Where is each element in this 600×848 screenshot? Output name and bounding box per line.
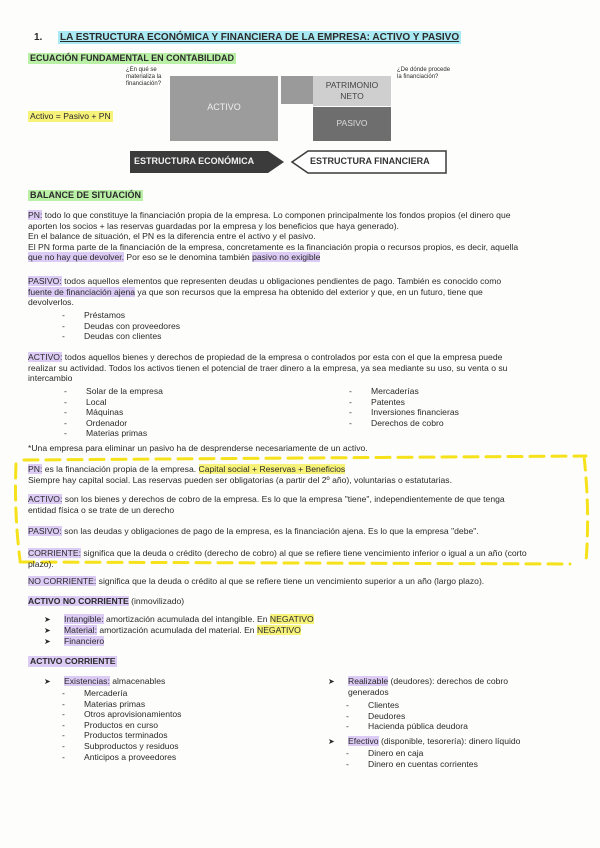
ac-efectivo	[328, 736, 521, 747]
list-item: - Préstamos	[84, 310, 180, 321]
question-right: ¿De dónde procede la financiación?	[397, 67, 451, 80]
anc-heading-line	[28, 596, 184, 607]
corriente-line1: significa que la deuda o crédito (derecho de cobro) al que se refiere tiene vencimiento inferior o igual a un año (corto	[81, 548, 527, 558]
pasivo-box-label: PASIVO	[336, 118, 368, 128]
list-item: - Anticipos a proveedores	[84, 752, 181, 763]
summary-pn-label: PN:	[28, 464, 43, 474]
pasivo-paragraph	[28, 276, 501, 308]
pasivo-box	[313, 107, 391, 141]
summary-activo-label: ACTIVO:	[28, 494, 63, 504]
summary-pn-formula: Capital social + Reservas + Beneficios	[198, 464, 346, 474]
realizable-label: Realizable	[348, 676, 389, 686]
anc-item-financiero: ➤ Financiero	[44, 636, 105, 646]
summary-pasivo-label: PASIVO:	[28, 526, 62, 536]
ac-heading: ACTIVO CORRIENTE	[30, 656, 116, 666]
list-item: - Dinero en cuentas corrientes	[368, 759, 478, 770]
pasivo-label: PASIVO:	[28, 276, 62, 286]
list-item: - Productos terminados	[84, 730, 181, 741]
activo-label: ACTIVO:	[28, 352, 63, 362]
summary-pasivo	[28, 526, 479, 537]
list-item: - Clientes	[368, 700, 468, 711]
summary-pn	[28, 464, 452, 485]
list-item: - Subproductos y residuos	[84, 741, 181, 752]
activo-box	[170, 76, 278, 141]
nocorriente-label: NO CORRIENTE:	[28, 576, 97, 586]
list-item: - Local	[86, 397, 163, 408]
efectivo-label: Efectivo	[348, 736, 379, 746]
efectivo-list	[368, 748, 478, 769]
pn-line1: todo lo que constituye la financiación propia de la empresa. Lo componen principalmente los fondos propios (el dinero que	[42, 210, 511, 220]
pn-line5a: que no hay que devolver.	[28, 252, 125, 263]
efectivo-text: (disponible, tesorería): dinero líquido	[378, 736, 521, 746]
anc-item-material: ➤ Material: amortización acumulada del material. En NEGATIVO	[44, 625, 301, 635]
arrow-bullet-icon: ➤	[328, 737, 335, 746]
question-left: ¿En qué se materializa la financiación?	[126, 67, 162, 87]
pn-line3: En el balance de situación, el PN es la diferencia entre el activo y el pasivo.	[28, 231, 316, 242]
anc-item-intangible: ➤ Intangible: amortización acumulada del intangible. En NEGATIVO	[44, 614, 314, 624]
existencias-label: Existencias:	[64, 676, 110, 686]
list-item: - Ordenador	[86, 418, 163, 429]
list-item: - Materias primas	[84, 699, 181, 710]
activo-line1: todos aquellos bienes y derechos de propiedad de la empresa o controlados por esta con el que la empresa puede	[62, 352, 503, 362]
list-item: - Deudas con proveedores	[84, 321, 180, 332]
arrow-bullet-icon: ➤	[44, 637, 51, 646]
pn-line5c: pasivo no exigible	[252, 252, 321, 263]
patrimonio-box	[313, 76, 391, 106]
activo-line2: realizar su actividad. Todos los activos tienen el potencial de traer dinero a la empresa, ya sea mediante su uso, su venta o su	[28, 362, 508, 373]
summary-activo	[28, 494, 505, 515]
activo-examples-left	[86, 386, 163, 439]
summary-activo-line1: son los bienes y derechos de cobro de la empresa. Es lo que la empresa "tiene", independientemente de que tenga	[62, 494, 505, 504]
corriente-definition	[28, 548, 527, 569]
pasivo-line1: todos aquellos elementos que representen deudas u obligaciones pendientes de pago. También es conocido como	[61, 276, 502, 286]
pn-line5b: Por eso se le denomina también	[124, 252, 253, 263]
pn-paragraph	[28, 210, 518, 263]
list-item: - Máquinas	[86, 407, 163, 418]
realizable-text: (deudores): derechos de cobro	[388, 676, 509, 686]
list-item: - Solar de la empresa	[86, 386, 163, 397]
ac-existencias	[44, 676, 166, 687]
pasivo-line2a: fuente de financiación ajena	[28, 286, 136, 297]
balance-heading: BALANCE DE SITUACIÓN	[30, 190, 142, 200]
arrow-economica-label: ESTRUCTURA ECONÓMICA	[134, 156, 255, 166]
patrimonio-box-label: PATRIMONIO NETO	[325, 80, 379, 101]
summary-pasivo-line1: son las deudas y obligaciones de pago de la empresa, es la financiación ajena. Es lo que la empresa "debe".	[61, 526, 479, 536]
list-item: - Mercaderías	[371, 386, 459, 397]
activo-examples-right	[371, 386, 459, 428]
activo-paragraph	[28, 352, 507, 384]
anc-list	[44, 614, 314, 647]
arrow-bullet-icon: ➤	[44, 626, 51, 635]
arrow-bullet-icon: ➤	[328, 677, 335, 686]
list-item: - Materias primas	[86, 428, 163, 439]
pasivo-examples	[84, 310, 180, 342]
arrow-bullet-icon: ➤	[44, 615, 51, 624]
pn-line2: aporten los socios + las reservas guardadas por la empresa y los beneficios que haya generado).	[28, 220, 399, 231]
pasivo-line2b: ya que son recursos que la empresa ha obtenido del exterior y que, en un futuro, tiene que	[135, 286, 483, 297]
nocorriente-definition	[28, 576, 484, 587]
ac-realizable	[328, 676, 509, 698]
arrow-bullet-icon: ➤	[44, 677, 51, 686]
list-item: - Hacienda pública deudora	[368, 721, 468, 732]
section-number: 1.	[34, 32, 43, 43]
document-title: LA ESTRUCTURA ECONÓMICA Y FINANCIERA DE LA EMPRESA: ACTIVO Y PASIVO	[60, 32, 460, 43]
list-item: - Derechos de cobro	[371, 418, 459, 429]
pn-label: PN:	[28, 210, 43, 220]
arrow-financiera-label: ESTRUCTURA FINANCIERA	[310, 156, 430, 166]
pasivo-line3: devolverlos.	[28, 297, 74, 308]
anc-heading: ACTIVO NO CORRIENTE	[28, 596, 129, 606]
equation-formula: Activo = Pasivo + PN	[30, 111, 111, 121]
list-item: - Patentes	[371, 397, 459, 408]
summary-pn-line2: Siempre hay capital social. Las reservas pueden ser obligatorias (a partir del 2º año), voluntarias o estatutarias.	[28, 474, 452, 485]
list-item: - Deudores	[368, 711, 468, 722]
summary-activo-line2: entidad física o se trate de un derecho	[28, 504, 175, 515]
existencias-text: almacenables	[109, 676, 166, 686]
anc-heading-suffix: (inmovilizado)	[128, 596, 185, 606]
list-item: - Inversiones financieras	[371, 407, 459, 418]
ecuacion-heading: ECUACIÓN FUNDAMENTAL EN CONTABILIDAD	[30, 53, 234, 63]
list-item: - Deudas con clientes	[84, 331, 180, 342]
realizable-list	[368, 700, 468, 732]
activo-line3: intercambio	[28, 373, 73, 384]
corriente-line2: plazo).	[28, 558, 54, 569]
corriente-label: CORRIENTE:	[28, 548, 81, 558]
pn-line4: El PN forma parte de la financiación de la empresa, concretamente es la financiación propia o recursos propios, es decir, aquella	[28, 241, 519, 252]
list-item: - Dinero en caja	[368, 748, 478, 759]
list-item: - Mercadería	[84, 688, 181, 699]
activo-note: *Una empresa para eliminar un pasivo ha de desprenderse necesariamente de un activo.	[28, 443, 368, 453]
activo-box-label: ACTIVO	[207, 102, 241, 112]
existencias-list	[84, 688, 181, 762]
list-item: - Otros aprovisionamientos	[84, 709, 181, 720]
summary-pn-line1a: es la financiación propia de la empresa.	[42, 464, 199, 474]
nocorriente-line1: significa que la deuda o crédito al que se refiere tiene un vencimiento superior a un año (largo plazo).	[96, 576, 485, 586]
realizable-text2: generados	[348, 687, 389, 697]
list-item: - Productos en curso	[84, 720, 181, 731]
